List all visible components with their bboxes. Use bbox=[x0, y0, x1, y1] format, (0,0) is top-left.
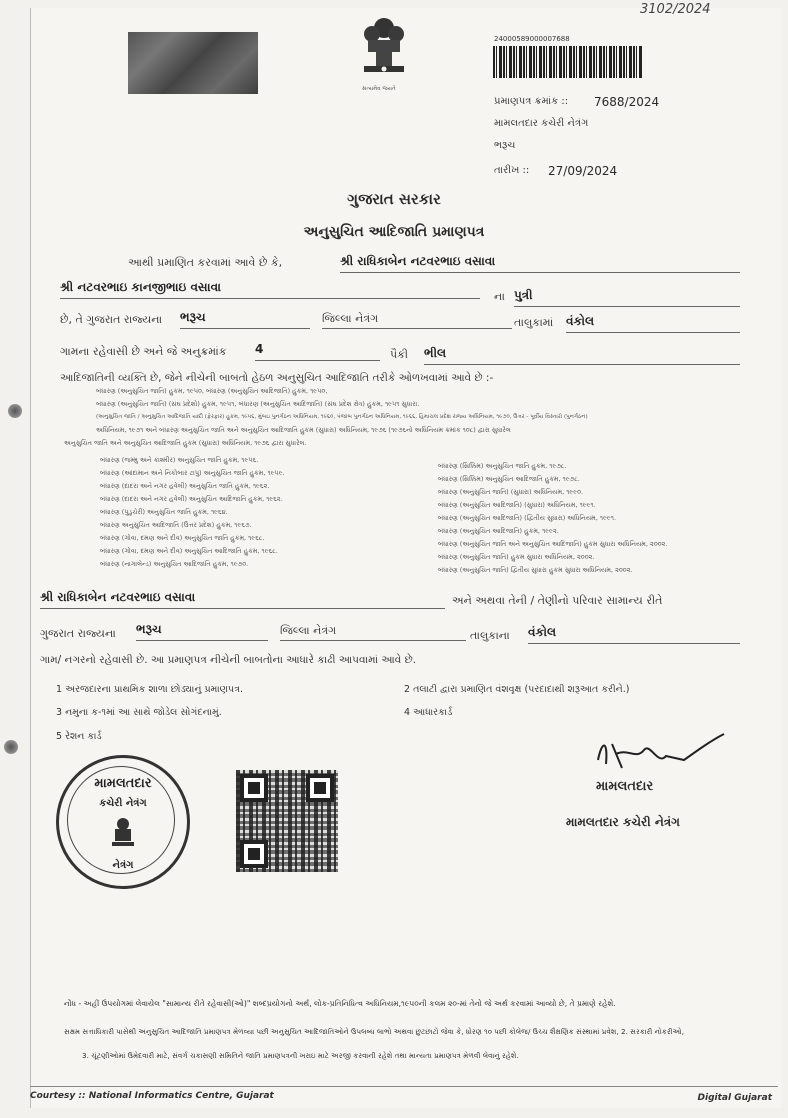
order-item: બંધારણ (સિક્કિમ) અનુસુચિત આદિજાતિ હુકમ, ૧૯૭૮. bbox=[438, 475, 580, 483]
order-item: બંધારણ (આંદામાન અને નિકોબાર ટાપુ) અનુસુચિત જાતિ હુકમ, ૧૯૫૯. bbox=[100, 469, 285, 477]
footer-courtesy: Courtesy :: National Informatics Centre, Gujarat bbox=[30, 1091, 274, 1101]
order-item: બંધારણ અનુસુચિત આદિજાતિ (ઉત્તર પ્રદેશ) હુકમ, ૧૯૬૭. bbox=[100, 521, 252, 529]
order-item: બંધારણ (અનુસુચિત આદિજાતિ) (સુધારા) અધિનિયમ, ૧૯૯૧. bbox=[438, 501, 596, 509]
cert-title: અનુસુચિત આદિજાતિ પ્રમાણપત્ર bbox=[303, 224, 485, 240]
applicant-photo bbox=[128, 32, 258, 94]
office-stamp bbox=[56, 755, 190, 889]
order-item: બંધારણ (અનુસુચિત જાતિ અને અનુસુચિત આદિજાતિ) હુકમ સુધારા અધિનિયમ, ૨૦૦૨. bbox=[438, 540, 668, 548]
paiki-label: પૈકી bbox=[390, 348, 409, 361]
qr-code bbox=[236, 770, 338, 872]
order-item: બંધારણ (અનુસુચિત આદિજાતિ) હુકમ, ૧૯૯૨. bbox=[438, 527, 559, 535]
relation: પુત્રી bbox=[514, 288, 740, 307]
punch-hole bbox=[4, 740, 18, 754]
order-line: અનુસુચિત જાતિ અને અનુસુચિત આદિજાતિ હુકમ (સુધારા) અધિનિયમ, ૧૯૭૬ દ્વારા સુધારેલ. bbox=[64, 439, 307, 447]
stamp-text: મામલતદાર bbox=[94, 776, 152, 791]
district2-label: જિલ્લા નેત્રંગ bbox=[280, 624, 466, 641]
benefits-paragraph: સક્ષમ સત્તાધિકારી પાસેથી અનુસુચિત આદિજાતિ પ્રમાણપત્ર મેળવ્યા પછી અનુસુચિત આદિજાતિઓને ઉપલબ્ધ લાભો અથવા છુટછાટો જેવા કે, ધોરણ ૧૦ પછી કોલેજ/ ઉચ્ચ શૈક્ષણિક સંસ્થામાં પ્રવેશ, 2. સરકારી નોકરીઓ, bbox=[64, 1027, 685, 1036]
state-label: છે, તે ગુજરાત રાજ્યના bbox=[60, 313, 163, 326]
order-line: (અનુસુચિત જાતિ / અનુસુચિત આદિજાતિ યાદી (ફેરફાર) હુકમ, ૧૯૫૬, મુંબઇ પુનર્ગઠન અધિનિયમ, ૧૯૬૦, પંજાબ પુનર્ગઠન અધિનિયમ, ૧૯૬૬, હિમાચલ પ્રદેશ રાજ્ય અધિનિયમ, ૧૯૭૦, ઉત્તર - પૂર્વીય વિસ્તારો (પુનર્ગઠન) bbox=[96, 414, 588, 420]
tribe-value: ભીલ bbox=[424, 346, 740, 365]
signature-icon bbox=[588, 730, 728, 776]
orders-intro bbox=[64, 385, 588, 450]
document-item: 5 રેશન કાર્ડ bbox=[56, 731, 102, 742]
footer-brand: Digital Gujarat bbox=[697, 1093, 772, 1103]
signatory-title: મામલતદાર bbox=[596, 779, 654, 794]
header-district: ભરૂચ bbox=[494, 140, 516, 151]
family-member-name: શ્રી રાધિકાબેન નટવરભાઇ વસાવા bbox=[40, 590, 445, 609]
document-item: 4 આધારકાર્ડ bbox=[404, 707, 453, 718]
benefits-paragraph: 3. ચૂંટણીઓમાં ઉમેદવારી માટે, સંવર્ગ ચકાસણી સમિતિને જાતિ પ્રમાણપત્રની ખરાઇ માટે અરજી કરવાની રહેશે તથા માન્યતા પ્રમાણપત્ર મેળવી લેવાનું રહેશે. bbox=[82, 1051, 519, 1060]
cert-no: 7688/2024 bbox=[594, 95, 660, 109]
resident-label: ગામના રહેવાસી છે અને જે અનુક્રમાંક bbox=[60, 345, 227, 358]
document-item: 2 તલાટી દ્વારા પ્રમાણિત વંશવૃક્ષ (પરદાદાથી શરૂઆત કરીને.) bbox=[404, 684, 630, 695]
order-item: બંધારણ (દાદરા અને નગર હવેલી) અનુસુચિત જાતિ હુકમ, ૧૯૬૨. bbox=[100, 482, 270, 490]
national-emblem-icon bbox=[354, 10, 414, 90]
state2-label: ગુજરાત રાજ્યના bbox=[40, 627, 116, 640]
document-item: 3 નમુના ક-૧માં આ સાથે જોડેલ સોગંદનામું. bbox=[56, 707, 222, 718]
parent-name: શ્રી નટવરભાઇ કાનજીભાઇ વસાવા bbox=[60, 280, 480, 299]
order-line: અધિનિયમ, ૧૯૭૧ અને બંધારણ અનુસુચિત જાતિ અને અનુસુચિત આદિજાતિ હુકમ (સુધારા) અધિનિયમ, ૧૯૭૬ (૧૯૭૬નો અધિનિયમ ક્રમાંક ૧૦૮) દ્વારા સુધારેલ bbox=[96, 426, 511, 434]
order-item: બંધારણ (પુડુચેરી) અનુસુચિત જાતિ હુકમ, ૧૯૬૪. bbox=[100, 508, 228, 516]
certify-label: આથી પ્રમાણિત કરવામાં આવે છે કે, bbox=[128, 256, 283, 269]
punch-hole bbox=[8, 404, 22, 418]
village-value: વંકોલ bbox=[566, 314, 740, 333]
orders-right-column bbox=[438, 460, 668, 577]
order-item: બંધારણ (દાદરા અને નગર હવેલી) અનુસુચિત આદિજાતિ હુકમ, ૧૯૬૨. bbox=[100, 495, 283, 503]
stamp-text: નેત્રંગ bbox=[112, 860, 134, 871]
family-label: અને અથવા તેની / તેણીનો પરિવાર સામાન્ય રીતે bbox=[452, 594, 663, 607]
order-item: બંધારણ (અનુસુચિત જાતિ) હુકમ સુધારા અધિનિયમ, ૨૦૦૨. bbox=[438, 553, 595, 561]
barcode bbox=[493, 46, 643, 78]
district-label: જિલ્લા નેત્રંગ bbox=[322, 312, 512, 329]
footer bbox=[30, 1086, 778, 1107]
issue-basis-line: ગામ/ નગરનો રહેવાસી છે. આ પ્રમાણપત્ર નીચેની બાબતોના આધારે કાઢી આપવામાં આવે છે. bbox=[40, 654, 417, 666]
order-item: બંધારણ (ગોવા, દમણ અને દીવ) અનુસુચિત જાતિ હુકમ, ૧૯૬૮. bbox=[100, 534, 265, 542]
tribe-recognition-line: આદિજાતિની વ્યક્તિ છે, જેને નીચેની બાબતો હેઠળ અનુસુચિત આદિજાતિ તરીકે ઓળખવામાં આવે છે :- bbox=[60, 372, 494, 384]
signatory-office: મામલતદાર કચેરી નેત્રંગ bbox=[566, 815, 680, 829]
order-item: બંધારણ (ગોવા, દમણ અને દીવ) અનુસુચિત આદિજાતિ હુકમ, ૧૯૬૮. bbox=[100, 547, 278, 555]
order-item: બંધારણ (અનુસુચિત જાતિ) (સુધારા) અધિનિયમ, ૧૯૯૦. bbox=[438, 488, 584, 496]
district-value: ભરૂચ bbox=[180, 310, 310, 329]
office-name: મામલતદાર કચેરી નેત્રંગ bbox=[494, 118, 589, 129]
stamp-text: કચેરી નેત્રંગ bbox=[99, 798, 147, 809]
village2-value: વંકોલ bbox=[528, 625, 740, 644]
of-label: ના bbox=[494, 290, 505, 303]
applicant-name: શ્રી રાધિકાબેન નટવરભાઇ વસાવા bbox=[340, 254, 740, 273]
order-line: બંધારણ (અનુસુચિત જાતિ) હુકમ, ૧૯૫૦, બંધારણ (અનુસુચિત આદિજાતિ) હુકમ, ૧૯૫૦, bbox=[96, 387, 328, 395]
order-item: બંધારણ (સિક્કિમ) અનુસુચિત જાતિ હુકમ, ૧૯૭૮. bbox=[438, 462, 567, 470]
document-item: 1 અરજદારના પ્રાથમિક શાળા છોડ્યાનું પ્રમાણપત્ર. bbox=[56, 684, 243, 695]
emblem-caption: સત્યમેવ જયતે bbox=[362, 86, 396, 92]
date-value: 27/09/2024 bbox=[548, 164, 618, 178]
taluka-label: તાલુકામાં bbox=[514, 316, 554, 329]
note-line: નોંધ - અહીં ઉપયોગમાં લેવાયેલ "સામાન્ય રીતે રહેવાસી(ઓ)" શબ્દપ્રયોગનો અર્થ, લોક-પ્રતિનિધિત્વ અધિનિયમ,૧૯૫૦ની કલમ ૨૦-માં તેનો જે અર્થ કરવામાં આવ્યો છે, તે પ્રમાણે રહેશે. bbox=[64, 999, 616, 1008]
handwritten-reference: 3102/2024 bbox=[640, 2, 711, 17]
barcode-number: 24000589000007688 bbox=[494, 35, 570, 43]
gov-title: ગુજરાત સરકાર bbox=[347, 190, 441, 208]
order-item: બંધારણ (અનુસુચિત જાતિ) દ્વિતીય સુધારા હુકમ સુધારા અધિનિયમ, ૨૦૦૨. bbox=[438, 566, 633, 574]
orders-left-column bbox=[100, 454, 285, 571]
serial-number: 4 bbox=[255, 342, 380, 361]
date-label: તારીખ :: bbox=[494, 165, 530, 176]
district2-value: ભરૂચ bbox=[136, 622, 268, 641]
stamp-emblem-icon bbox=[109, 816, 137, 852]
order-item: બંધારણ (જમ્મુ અને કાશ્મીર) અનુસુચિત જાતિ હુકમ, ૧૯૫૬. bbox=[100, 456, 259, 464]
taluka2-label: તાલુકાના bbox=[470, 629, 510, 642]
order-item: બંધારણ (નાગાલેન્ડ) અનુસુચિત આદિજાતિ હુકમ, ૧૯૭૦. bbox=[100, 560, 249, 568]
order-item: બંધારણ (અનુસુચિત આદિજાતિ) (દ્વિતીય સુધારા) અધિનિયમ, ૧૯૯૧. bbox=[438, 514, 617, 522]
cert-no-label: પ્રમાણપત્ર ક્રમાંક :: bbox=[494, 96, 569, 107]
order-line: બંધારણ (અનુસુચિત જાતિ) (સંઘ પ્રદેશો) હુકમ, ૧૯૫૧, બંધારણ (અનુસુચિત આદિજાતિ) (સંઘ પ્રદેશ ક્ષેત્ર) હુકમ, ૧૯૫૧ સુધારા. bbox=[96, 400, 420, 408]
